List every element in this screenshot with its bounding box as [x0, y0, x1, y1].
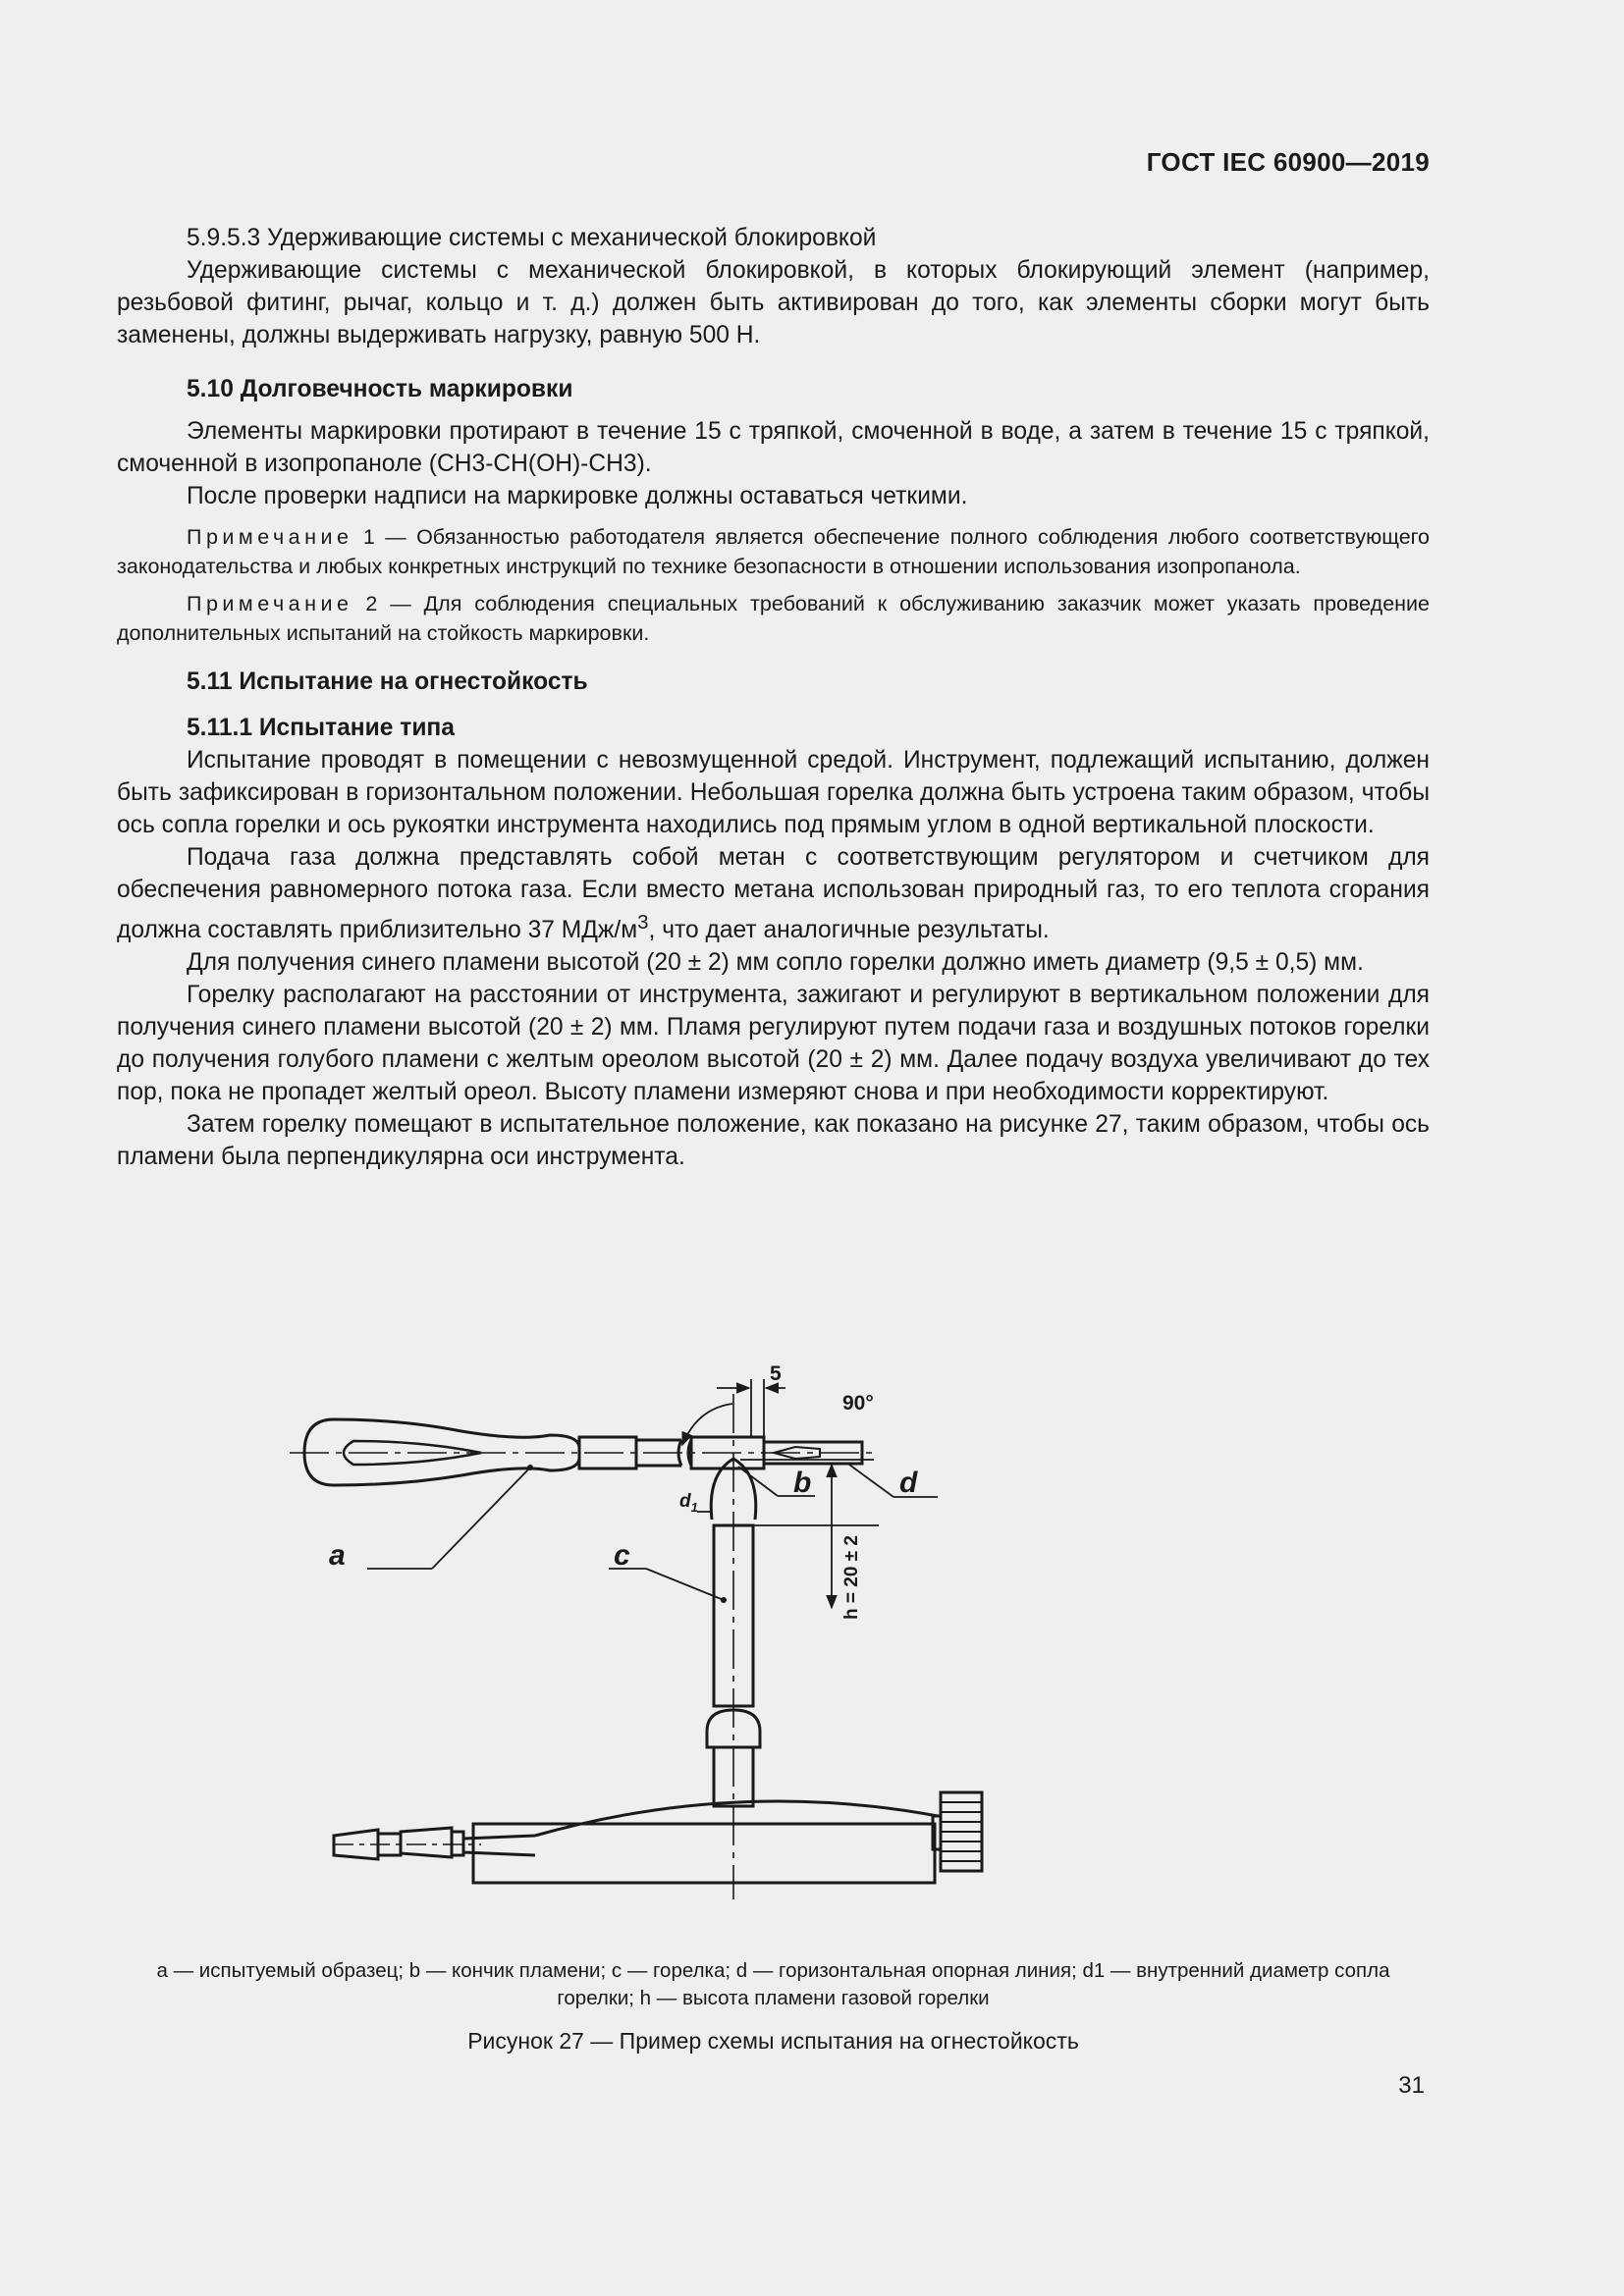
pointer-dot: [721, 1597, 727, 1603]
clause-heading: 5.9.5.3 Удерживающие системы с механической блокировкой: [187, 225, 877, 251]
legend-line: a — испытуемый образец; b — кончик пламени; c — горелка; d — горизонтальная опорная линия; d1 — внутренний диаметр сопла: [156, 1959, 1390, 1982]
document-header: ГОСТ IEC 60900—2019: [1146, 147, 1430, 177]
label-b: b: [793, 1467, 812, 1499]
note-label: Примечание: [187, 592, 353, 615]
angle-label: 90°: [842, 1392, 874, 1415]
dimension-label: 5: [770, 1362, 782, 1385]
main-content: [117, 222, 1430, 1173]
note-label: Примечание: [187, 525, 353, 549]
paragraph: Для получения синего пламени высотой (20 ± 2) мм сопло горелки должно иметь диаметр (9,5 ± 0,5) мм.: [187, 949, 1364, 977]
note-text: 1 — Обязанностью работодателя является обеспечение полного соблюдения любого соответствующего законодательства и любых конкретных инструкций по технике безопасности в отношении использования изопропанола.: [117, 525, 1430, 578]
section-heading: 5.10 Долговечность маркировки: [187, 376, 573, 402]
paragraph: Удерживающие системы с механической блокировкой, в которых блокирующий элемент (например, резьбовой фитинг, рычаг, кольцо и т. д.) должен быть активирован до того, как элементы сборки могут быть заменены, должны выдерживать нагрузку, равную 500 Н.: [117, 257, 1430, 348]
paragraph: Затем горелку помещают в испытательное положение, как показано на рисунке 27, таким образом, чтобы ось пламени была перпендикулярна оси инструмента.: [117, 1111, 1430, 1171]
legend-line: горелки; h — высота пламени газовой горелки: [557, 1987, 990, 2009]
section-heading: 5.11 Испытание на огнестойкость: [187, 668, 588, 695]
label-d1-main: d: [679, 1491, 691, 1512]
label-d1: [679, 1491, 698, 1515]
page-number: 31: [1398, 2072, 1425, 2099]
figure-27: [285, 1355, 1247, 1963]
paragraph: Горелку располагают на расстоянии от инструмента, зажигают и регулируют в вертикальном положении для получения синего пламени высотой (20 ± 2) мм. Пламя регулируют путем подачи газа и воздушных потоков горелки до получения голубого пламени с желтым ореолом высотой (20 ± 2) мм. Далее подачу воздуха увеличивают до тех пор, пока не пропадет желтый ореол. Высоту пламени измеряют снова и при необходимости корректируют.: [117, 982, 1430, 1106]
height-label: h = 20 ± 2: [841, 1535, 862, 1620]
figure-caption: Рисунок 27 — Пример схемы испытания на огнестойкость: [467, 2028, 1079, 2054]
paragraph: Испытание проводят в помещении с невозмущенной средой. Инструмент, подлежащий испытанию, должен быть зафиксирован в горизонтальном положении. Небольшая горелка должна быть устроена таким образом, чтобы ось сопла горелки и ось рукоятки инструмента находились под прямым углом в одной вертикальной плоскости.: [117, 747, 1430, 838]
burner: [334, 1459, 982, 1883]
note: [117, 522, 1430, 581]
paragraph: Элементы маркировки протирают в течение 15 с тряпкой, смоченной в воде, а затем в течение 15 с тряпкой, смоченной в изопропаноле (СН3-СН(ОН)-СН3).: [117, 418, 1430, 477]
note: [117, 589, 1430, 648]
label-d: d: [899, 1467, 918, 1499]
superscript: 3: [637, 911, 649, 934]
text-run: , что дает аналогичные результаты.: [648, 917, 1050, 944]
label-a: a: [329, 1539, 346, 1572]
text-run: Подача газа должна представлять собой метан с соответствующим регулятором и счетчиком для обеспечения равномерного потока газа. Если вместо метана использован природный газ, то его теплота сгорания должна составлять приблизительно 37 МДж/м: [117, 844, 1430, 944]
note-text: 2 — Для соблюдения специальных требований к обслуживанию заказчик может указать проведение дополнительных испытаний на стойкость маркировки.: [117, 592, 1430, 645]
label-d1-sub: 1: [690, 1500, 698, 1515]
paragraph: После проверки надписи на маркировке должны оставаться четкими.: [187, 483, 968, 509]
figure-legend: [117, 1957, 1430, 2012]
pointer-dot: [527, 1465, 533, 1470]
paragraph: [117, 841, 1430, 946]
label-c: c: [614, 1539, 630, 1572]
knurl: [941, 1802, 982, 1861]
fire-test-diagram: [285, 1355, 1247, 1963]
subsection-heading: 5.11.1 Испытание типа: [187, 715, 455, 741]
